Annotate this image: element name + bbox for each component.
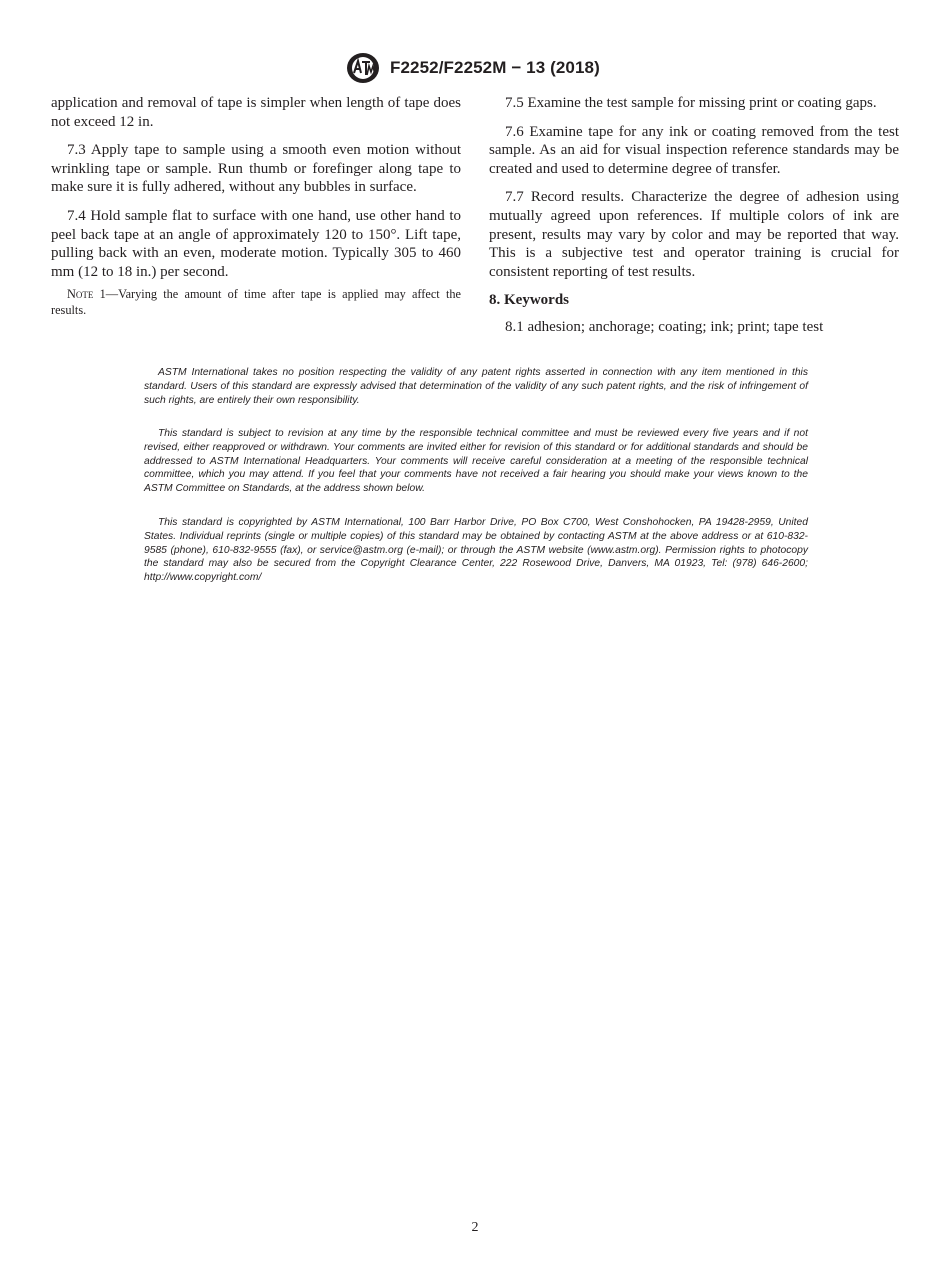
paragraph-7-6: 7.6 Examine tape for any ink or coating removed from the test sample. As an aid for visual inspection reference standards may be created and used to determine degree of transfer.: [489, 123, 899, 177]
note-1: [51, 287, 461, 318]
page-header: [0, 52, 950, 84]
revision-notice: This standard is subject to revision at any time by the responsible technical committee and must be reviewed every five years and if not revised, either reapproved or withdrawn. Your comments are invited either for revision of this standard or for additional standards and should be addressed to ASTM International Headquarters. Your comments will receive careful consideration at a meeting of the responsible technical committee, which you may attend. If you feel that your comments have not received a fair hearing you should make your views known to the ASTM Committee on Standards, at the address shown below.: [144, 428, 808, 495]
patent-notice: ASTM International takes no position respecting the validity of any patent rights asserted in connection with any item mentioned in this standard. Users of this standard are expressly advised that determination of the validity of any such patent rights, and the risk of infringement of such rights, are entirely their own responsibility.: [144, 367, 808, 406]
paragraph-7-4: 7.4 Hold sample flat to surface with one hand, use other hand to peel back tape at an angle of approximately 120 to 150°. Lift tape, pulling back with an even, moderate motion. Typically 305 to 460 mm (12 to 18 in.) per second.: [51, 207, 461, 280]
note-text: —Varying the amount of time after tape is applied may affect the results.: [51, 287, 461, 317]
copyright-notice: This standard is copyrighted by ASTM International, 100 Barr Harbor Drive, PO Box C700, West Conshohocken, PA 19428-2959, United States. Individual reprints (single or multiple copies) of this standard may be obtained by contacting ASTM at the above address or at 610-832-9585 (phone), 610-832-9555 (fax), or service@astm.org (e-mail); or through the ASTM website (www.astm.org). Permission rights to photocopy the standard may also be secured from the Copyright Clearance Center, 222 Rosewood Drive, Danvers, MA 01923, Tel: (978) 646-2600; http://www.copyright.com/: [144, 517, 808, 584]
astm-logo: [345, 52, 381, 84]
document-title: F2252/F2252M − 13 (2018): [390, 58, 600, 77]
page-number: 2: [471, 1220, 479, 1235]
note-label: Note 1: [67, 287, 106, 302]
right-column: [489, 94, 899, 347]
paragraph-8-1: 8.1 adhesion; anchorage; coating; ink; print; tape test: [505, 318, 824, 335]
left-column: [51, 94, 461, 328]
paragraph-7-3: 7.3 Apply tape to sample using a smooth even motion without wrinkling tape or sample. Run thumb or forefinger along tape to make sure it is fully adhered, without any bubbles in surface.: [51, 142, 461, 196]
section-heading-keywords: 8. Keywords: [489, 292, 569, 309]
paragraph-7-5: 7.5 Examine the test sample for missing print or coating gaps.: [505, 95, 877, 111]
paragraph-7-7: 7.7 Record results. Characterize the degree of adhesion using mutually agreed upon references. If multiple colors of ink are present, results may vary by color and may be reported that way. This is a subjective test and operator training is crucial for consistent reporting of test results.: [489, 189, 899, 280]
paragraph-continuation: application and removal of tape is simpler when length of tape does not exceed 12 in.: [51, 95, 461, 130]
